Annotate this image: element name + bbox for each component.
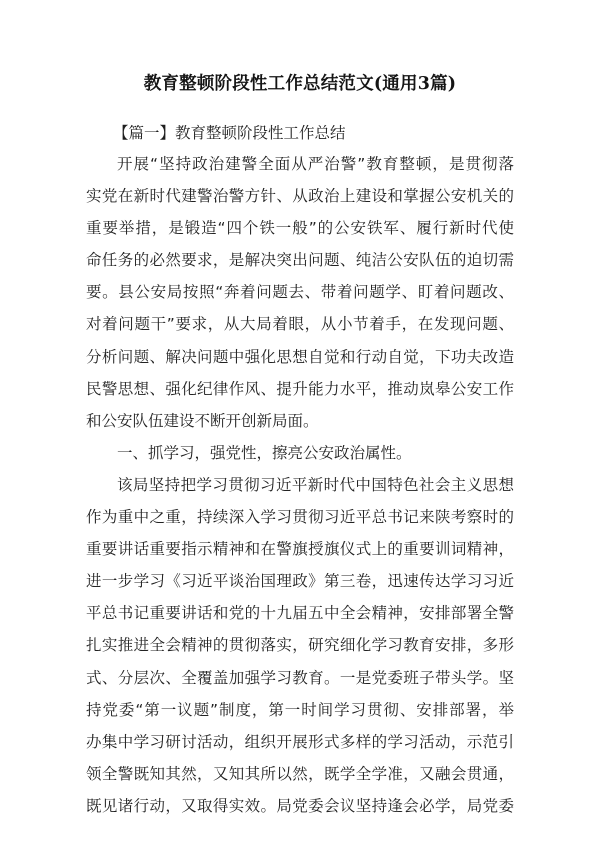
paragraph	[86, 437, 514, 469]
text-line: 既见诸行动，又取得实效。局党委会议坚持逢会必学，局党委	[86, 796, 514, 815]
text-line: 要。县公安局按照“奔着问题去、带着问题学、盯着问题改、	[86, 283, 514, 302]
paragraph	[86, 148, 514, 437]
text-line: 扎实推进全会精神的贯彻落实，研究细化学习教育安排，多形	[86, 636, 514, 655]
text-line: 和公安队伍建设不断开创新局面。	[86, 411, 319, 430]
text-line: 进一步学习《习近平谈治国理政》第三卷，迅速传达学习习近	[86, 572, 514, 591]
text-line: 重要举措，是锻造“四个铁一般”的公安铁军、履行新时代使	[86, 219, 514, 238]
section-heading: 【篇一】教育整顿阶段性工作总结	[113, 124, 346, 142]
text-line: 民警思想、强化纪律作风、提升能力水平，推动岚皋公安工作	[86, 379, 514, 398]
document-body	[86, 148, 514, 822]
text-line: 重要讲话重要指示精神和在警旗授旗仪式上的重要训词精神，	[86, 540, 514, 559]
text-line: 式、分层次、全覆盖加强学习教育。一是党委班子带头学。坚	[86, 668, 514, 687]
text-line: 作为重中之重，持续深入学习贯彻习近平总书记来陕考察时的	[86, 508, 514, 527]
text-line: 命任务的必然要求，是解决突出问题、纯洁公安队伍的迫切需	[86, 251, 514, 270]
text-line: 实党在新时代建警治警方针、从政治上建设和掌握公安机关的	[86, 187, 514, 206]
text-line: 办集中学习研讨活动，组织开展形式多样的学习活动，示范引	[86, 732, 514, 751]
text-line: 领全警既知其然，又知其所以然，既学全学准，又融会贯通，	[86, 764, 514, 783]
text-line: 一、抓学习，强党性，擦亮公安政治属性。	[117, 443, 412, 462]
text-line: 开展“坚持政治建警全面从严治警”教育整顿，是贯彻落	[117, 155, 514, 173]
text-line: 对着问题干”要求，从大局着眼，从小节着手，在发现问题、	[86, 315, 514, 334]
text-line: 分析问题、解决问题中强化思想自觉和行动自觉，下功夫改造	[86, 347, 514, 366]
text-line: 该局坚持把学习贯彻习近平新时代中国特色社会主义思想	[117, 475, 514, 494]
document-title: 教育整顿阶段性工作总结范文(通用3篇)	[143, 74, 457, 94]
text-line: 持党委“第一议题”制度，第一时间学习贯彻、安排部署，举	[86, 700, 514, 719]
text-line: 平总书记重要讲话和党的十九届五中全会精神，安排部署全警	[86, 604, 514, 623]
paragraph	[86, 469, 514, 822]
